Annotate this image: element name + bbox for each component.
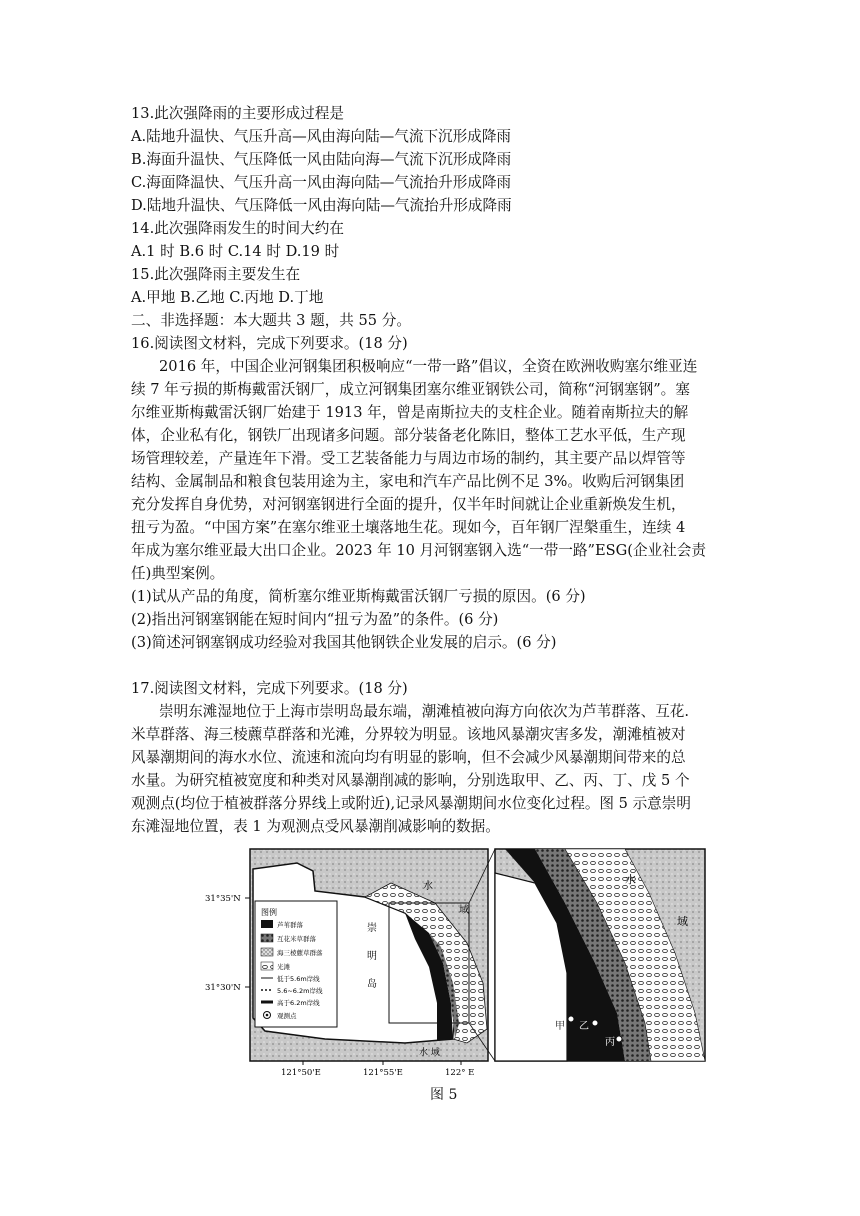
q15-options: A.甲地 B.乙地 C.丙地 D.丁地 (131, 289, 324, 306)
inset-water-label: 水 (625, 873, 636, 886)
q17-para-line: 风暴潮期间的海水水位、流速和流向均有明显的影响，但不会减少风暴潮期间带来的总 (131, 749, 686, 766)
q17-para-line: 水量。为研究植被宽度和种类对风暴潮削减的影响，分别选取甲、乙、丙、丁、戊 5 个 (131, 772, 690, 789)
observation-point (592, 1020, 598, 1026)
q14-options: A.1 时 B.6 时 C.14 时 D.19 时 (131, 243, 340, 260)
island-label: 崇 (367, 923, 377, 934)
q16-para-line: 2016 年，中国企业河钢集团积极响应“一带一路”倡议，全资在欧洲收购塞尔维亚连 (159, 358, 698, 375)
q17-para-line: 观测点(均位于植被群落分界线上或附近),记录风暴潮期间水位变化过程。图 5 示意崇明 (131, 795, 691, 812)
observation-point (568, 1016, 574, 1022)
island-label: 明 (367, 951, 377, 962)
q13-stem: 13.此次强降雨的主要形成过程是 (131, 105, 344, 122)
q16-para-line: 尔维亚斯梅戴雷沃钢厂始建于 1913 年，曾是南斯拉夫的支柱企业。随着南斯拉夫的解 (131, 404, 689, 421)
figure-caption: 图 5 (430, 1087, 458, 1103)
lon-label: 122° E (445, 1068, 475, 1078)
section-2-heading: 二、非选择题：本大题共 3 题，共 55 分。 (131, 312, 411, 329)
island-label: 岛 (367, 979, 377, 990)
inset-point-label: 甲 (555, 1021, 565, 1032)
q16-sub-3: (3)简述河钢塞钢成功经验对我国其他钢铁企业发展的启示。(6 分) (131, 634, 557, 651)
q17-stem: 17.阅读图文材料，完成下列要求。(18 分) (131, 680, 408, 697)
legend-item: 高于6.2m岸线 (277, 999, 320, 1007)
legend-item: 光滩 (277, 963, 290, 971)
lon-label: 121°55'E (363, 1068, 403, 1078)
q16-stem: 16.阅读图文材料，完成下列要求。(18 分) (131, 335, 408, 352)
legend-title: 图例 (261, 908, 277, 917)
legend-item: 互花米草群落 (277, 935, 316, 943)
legend-item: 5.6~6.2m岸线 (277, 987, 323, 995)
water-label: 域 (459, 905, 469, 916)
legend-item: 海三棱藨草群落 (277, 949, 323, 957)
q17-para-line: 崇明东滩湿地位于上海市崇明岛最东端，潮滩植被向海方向依次为芦苇群落、互花. (159, 703, 690, 720)
legend-item: 低于5.6m岸线 (277, 975, 320, 983)
q17-para-line: 米草群落、海三棱藨草群落和光滩，分界较为明显。该地风暴潮灾害多发，潮滩植被对 (131, 726, 686, 743)
q16-para-line: 充分发挥自身优势，对河钢塞钢进行全面的提升，仅半年时间就让企业重新焕发生机， (131, 496, 686, 513)
q16-para-line: 场管理较差，产量连年下滑。受工艺装备能力与周边市场的制约，其主要产品以焊管等 (131, 450, 686, 467)
observation-point (616, 1036, 622, 1042)
water-label-bottom: 水 域 (419, 1048, 440, 1058)
q17-para-line: 东滩湿地位置，表 1 为观测点受风暴潮削减影响的数据。 (131, 818, 500, 835)
lon-label: 121°50'E (281, 1068, 321, 1078)
q13-option-b: B.海面升温快、气压降低一风由陆向海—气流下沉形成降雨 (131, 151, 512, 168)
q16-para-line: 结构、金属制品和粮食包装用途为主，家电和汽车产品比例不足 3%。收购后河钢集团 (131, 473, 685, 490)
water-label: 水 (423, 881, 433, 892)
q13-option-c: C.海面降温快、气压升高一风由海向陆—气流抬升形成降雨 (131, 174, 512, 191)
q16-para-line: 任)典型案例。 (131, 565, 225, 582)
lat-label: 31°35'N (205, 894, 241, 904)
q13-option-d: D.陆地升温快、气压降低一风由海向陆—气流抬升形成降雨 (131, 197, 512, 214)
figure-5-map (205, 843, 711, 1093)
q16-para-line: 扭亏为盈。“中国方案”在塞尔维亚土壤落地生花。现如今，百年钢厂涅槃重生，连续 4 (131, 519, 686, 536)
inset-point-label: 乙 (579, 1021, 589, 1032)
q16-para-line: 年成为塞尔维亚最大出口企业。2023 年 10 月河钢塞钢入选“一带一路”ESG(企业社会责 (131, 542, 706, 559)
q16-para-line: 续 7 年亏损的斯梅戴雷沃钢厂，成立河钢集团塞尔维亚钢铁公司，简称“河钢塞钢”。塞 (131, 381, 690, 398)
inset-water-label: 域 (677, 915, 688, 928)
legend-item: 芦苇群落 (277, 921, 303, 929)
q16-sub-1: (1)试从产品的角度，简析塞尔维亚斯梅戴雷沃钢厂亏损的原因。(6 分) (131, 588, 586, 605)
inset-point-label: 丙 (605, 1037, 615, 1048)
lat-label: 31°30'N (205, 983, 241, 993)
q14-stem: 14.此次强降雨发生的时间大约在 (131, 220, 344, 237)
q16-para-line: 体，企业私有化，钢铁厂出现诸多问题。部分装备老化陈旧，整体工艺水平低，生产现 (131, 427, 686, 444)
q15-stem: 15.此次强降雨主要发生在 (131, 266, 301, 283)
legend-item: 观测点 (277, 1012, 297, 1020)
q13-option-a: A.陆地升温快、气压升高—风由海向陆—气流下沉形成降雨 (131, 128, 512, 145)
q16-sub-2: (2)指出河钢塞钢能在短时间内“扭亏为盈”的条件。(6 分) (131, 611, 499, 628)
